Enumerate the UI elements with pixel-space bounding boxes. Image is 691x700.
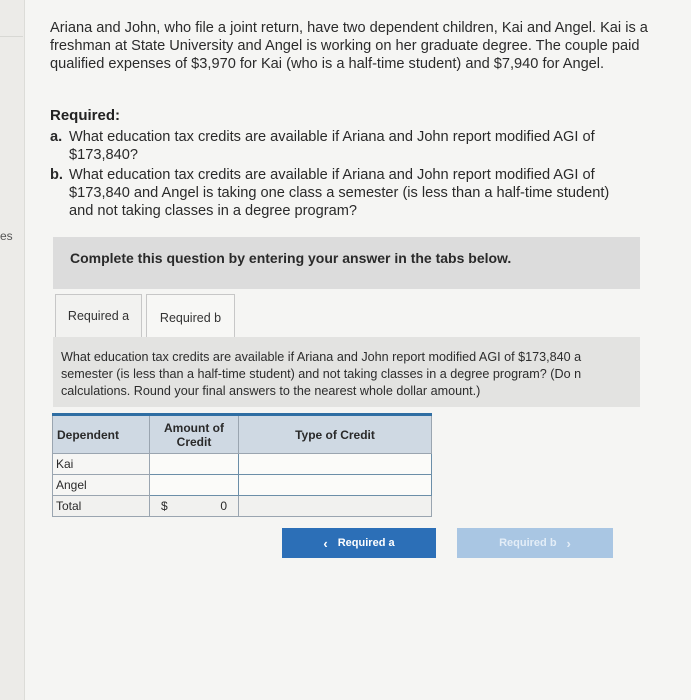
amount-input-kai[interactable] — [150, 454, 239, 475]
credit-table — [52, 413, 432, 517]
required-item-a — [50, 128, 640, 164]
dependent-cell: Angel — [53, 475, 150, 496]
type-input-kai[interactable] — [239, 454, 432, 475]
required-heading: Required: — [50, 107, 121, 124]
required-item-text: What education tax credits are available if Ariana and John report modified AGI of $173,840? — [69, 129, 595, 163]
chevron-right-icon: › — [566, 535, 571, 551]
total-type — [239, 496, 432, 517]
total-value: 0 — [220, 499, 227, 513]
next-button[interactable] — [457, 528, 613, 558]
prev-button[interactable] — [282, 528, 436, 558]
table-row — [53, 475, 432, 496]
left-panel — [0, 0, 25, 700]
prev-button-label: Required a — [337, 537, 395, 549]
instruction-text: Complete this question by entering your answer in the tabs below. — [70, 250, 512, 266]
next-button-label: Required b — [499, 537, 557, 549]
instruction-bar — [53, 237, 640, 289]
required-item-letter: b. — [50, 167, 63, 183]
header-amount: Amount of Credit — [150, 415, 239, 454]
required-item-b — [50, 166, 640, 220]
amount-input-angel[interactable] — [150, 475, 239, 496]
required-list — [50, 128, 640, 222]
total-label: Total — [53, 496, 150, 517]
total-row — [53, 496, 432, 517]
header-dependent: Dependent — [53, 415, 150, 454]
chevron-left-icon: ‹ — [323, 535, 328, 551]
left-panel-label: es — [0, 229, 13, 243]
table-row — [53, 454, 432, 475]
required-item-text: What education tax credits are available if Ariana and John report modified AGI of $173,840 and Angel is taking one class a semester (is less than a half-time student) and not taking classes in a degree program? — [69, 167, 610, 219]
question-text: What education tax credits are available if Ariana and John report modified AGI of $173,840 a semester (is less than a half-time student) and not taking classes in a degree program? (Do n calculations. Round your final answers to the nearest whole dollar amount.) — [61, 350, 582, 398]
tab-required-b[interactable]: Required b — [146, 294, 235, 340]
header-type: Type of Credit — [239, 415, 432, 454]
type-input-angel[interactable] — [239, 475, 432, 496]
left-panel-tab — [0, 0, 23, 37]
table-header-row — [53, 415, 432, 454]
required-item-letter: a. — [50, 129, 63, 145]
problem-intro: Ariana and John, who file a joint return, have two dependent children, Kai and Angel. Kai is a freshman at State University and Angel is working on her graduate degree. The couple paid qualified expenses of $3,970 for Kai (who is a half-time student) and $7,940 for Angel. — [50, 20, 648, 72]
currency-symbol: $ — [161, 499, 168, 513]
total-amount — [150, 496, 239, 517]
dependent-cell: Kai — [53, 454, 150, 475]
question-panel — [53, 337, 640, 407]
tab-required-a[interactable]: Required a — [55, 294, 142, 338]
